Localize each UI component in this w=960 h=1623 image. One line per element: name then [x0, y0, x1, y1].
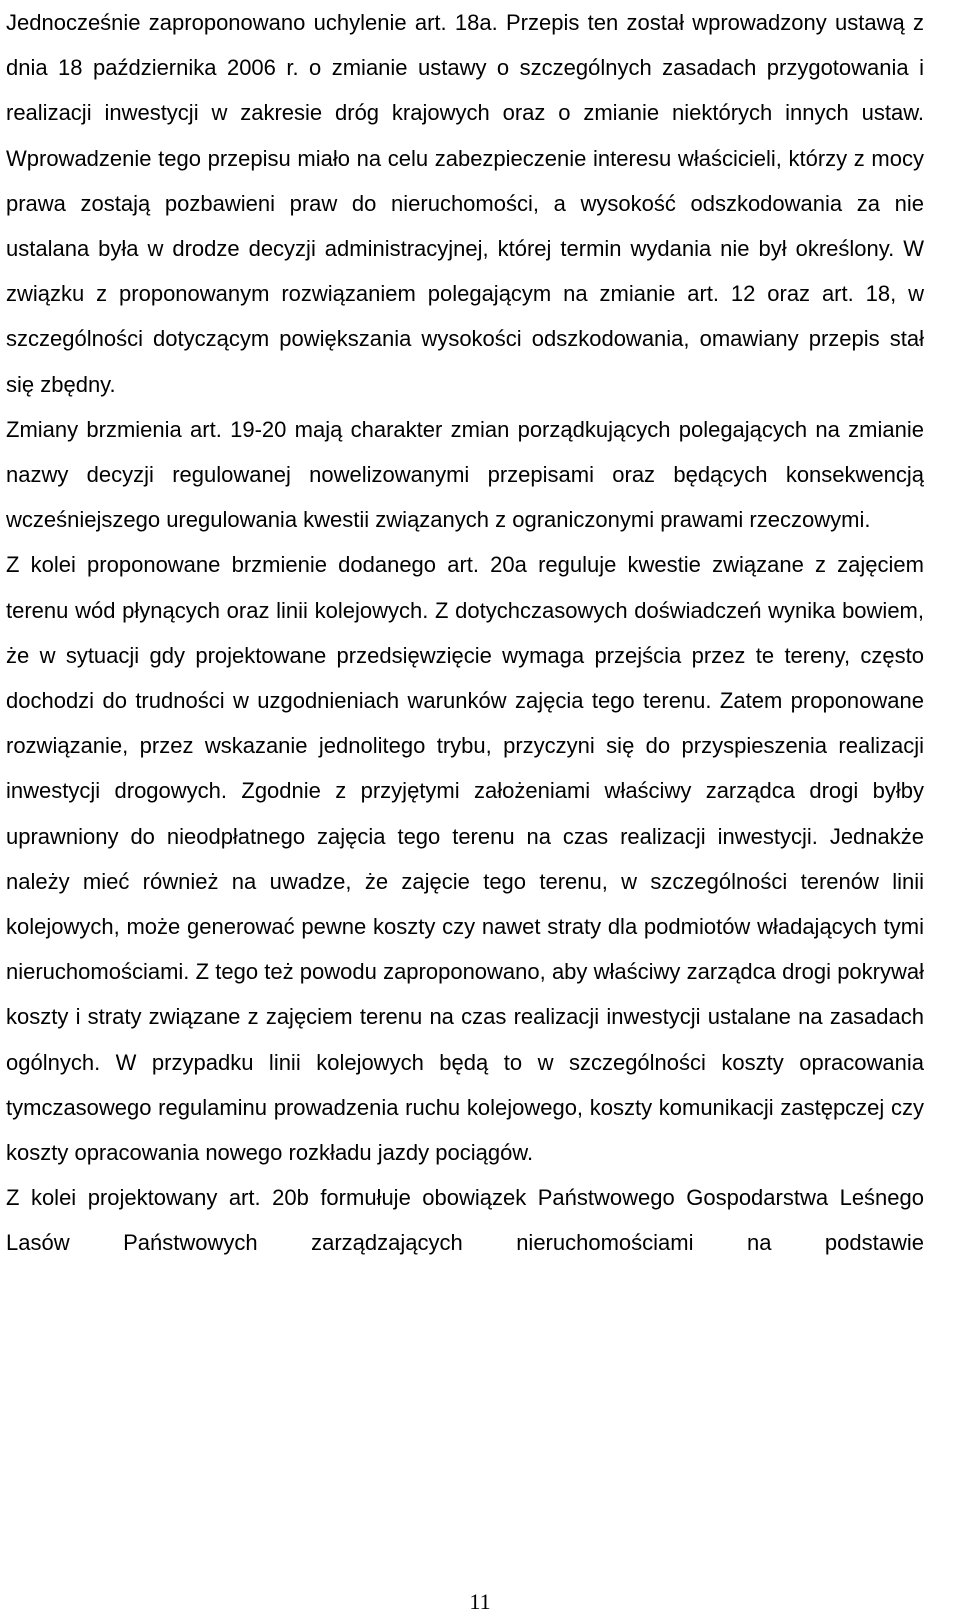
- paragraph-2: Zmiany brzmienia art. 19-20 mają charakter zmian porządkujących polegających na zmianie nazwy decyzji regulowanej nowelizowanymi przepisami oraz będących konsekwencją wcześniejszego uregulowania kwestii związanych z ograniczonymi prawami rzeczowymi.: [6, 416, 924, 533]
- page-number: 11: [469, 1589, 491, 1614]
- paragraph-4: Z kolei projektowany art. 20b formułuje obowiązek Państwowego Gospodarstwa Leśnego Lasów Państwowych zarządzających nieruchomościami na podstawie: [6, 1185, 924, 1256]
- body-text: [6, 0, 924, 1266]
- paragraph-3: Z kolei proponowane brzmienie dodanego art. 20a reguluje kwestie związane z zajęciem terenu wód płynących oraz linii kolejowych. Z dotychczasowych doświadczeń wynika bowiem, że w sytuacji gdy projektowane przedsięwzięcie wymaga przejścia przez te tereny, często dochodzi do trudności w uzgodnieniach warunków zajęcia tego terenu. Zatem proponowane rozwiązanie, przez wskazanie jednolitego trybu, przyczyni się do przyspieszenia realizacji inwestycji drogowych. Zgodnie z przyjętymi założeniami właściwy zarządca drogi byłby uprawniony do nieodpłatnego zajęcia tego terenu na czas realizacji inwestycji. Jednakże należy mieć również na uwadze, że zajęcie tego terenu, w szczególności terenów linii kolejowych, może generować pewne koszty czy nawet straty dla podmiotów władających tymi nieruchomościami. Z tego też powodu zaproponowano, aby właściwy zarządca drogi pokrywał koszty i straty związane z zajęciem terenu na czas realizacji inwestycji ustalane na zasadach ogólnych. W przypadku linii kolejowych będą to w szczególności koszty opracowania tymczasowego regulaminu prowadzenia ruchu kolejowego, koszty komunikacji zastępczej czy koszty opracowania nowego rozkładu jazdy pociągów.: [6, 552, 924, 1166]
- paragraph-1: Jednocześnie zaproponowano uchylenie art. 18a. Przepis ten został wprowadzony ustawą z dnia 18 października 2006 r. o zmianie ustawy o szczególnych zasadach przygotowania i realizacji inwestycji w zakresie dróg krajowych oraz o zmianie niektórych innych ustaw. Wprowadzenie tego przepisu miało na celu zabezpieczenie interesu właścicieli, którzy z mocy prawa zostają pozbawieni praw do nieruchomości, a wysokość odszkodowania za nie ustalana była w drodze decyzji administracyjnej, której termin wydania nie był określony. W związku z proponowanym rozwiązaniem polegającym na zmianie art. 12 oraz art. 18, w szczególności dotyczącym powiększania wysokości odszkodowania, omawiany przepis stał się zbędny.: [6, 10, 924, 397]
